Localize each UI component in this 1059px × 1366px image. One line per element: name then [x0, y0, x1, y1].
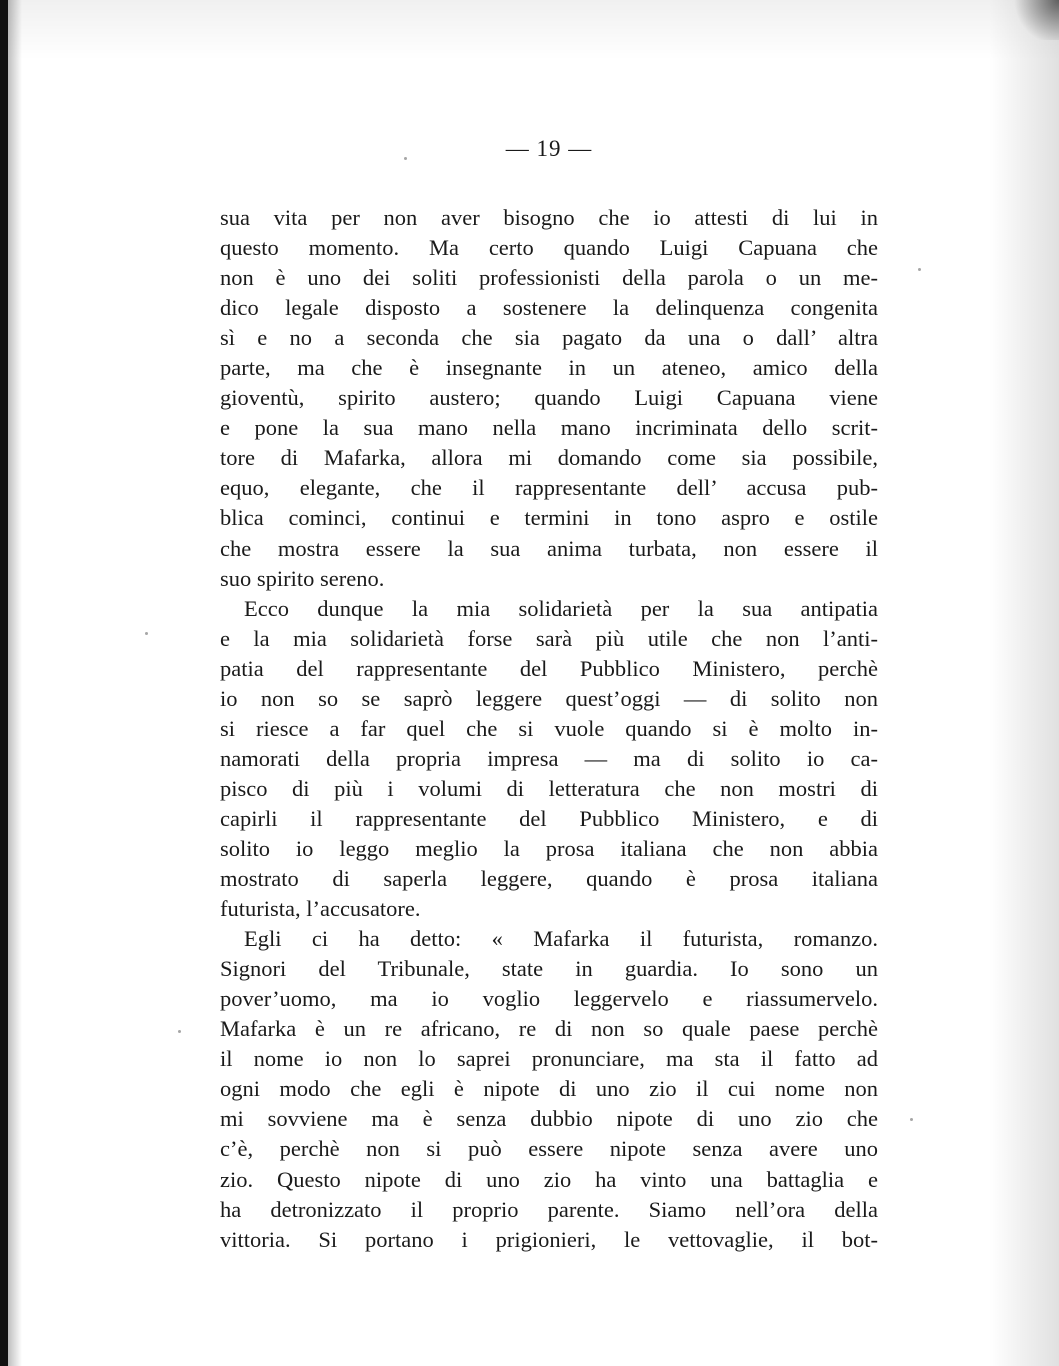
scan-binding-edge: [0, 0, 8, 1366]
text-line: equo, elegante, che il rappresentante dell’ accusa pub-: [220, 475, 878, 501]
text-line: zio. Questo nipote di uno zio ha vinto una battaglia e: [220, 1166, 878, 1192]
text-line: vittoria. Si portano i prigionieri, le vettovaglie, il bot-: [220, 1226, 878, 1252]
text-line: che mostra essere la sua anima turbata, non essere il: [220, 535, 878, 561]
text-line: si riesce a far quel che si vuole quando si è molto in-: [220, 715, 878, 741]
text-line: pisco di più i volumi di letteratura che non mostri di: [220, 775, 878, 801]
text-line: Ecco dunque la mia solidarietà per la sua antipatia: [244, 595, 878, 621]
text-line: questo momento. Ma certo quando Luigi Capuana che: [220, 235, 878, 261]
text-line: Signori del Tribunale, state in guardia. Io sono un: [220, 956, 878, 982]
text-line: e pone la sua mano nella mano incriminata dello scrit-: [220, 415, 878, 441]
scan-corner-shadow: [1009, 0, 1059, 40]
speck: [918, 268, 921, 271]
text-line: tore di Mafarka, allora mi domando come sia possibile,: [220, 445, 878, 471]
text-line: c’è, perchè non si può essere nipote senza avere uno: [220, 1136, 878, 1162]
text-line: solito io leggo meglio la prosa italiana che non abbia: [220, 835, 878, 861]
text-line: namorati della propria impresa — ma di solito io ca-: [220, 745, 878, 771]
text-line: mostrato di saperla leggere, quando è prosa italiana: [220, 866, 878, 892]
page-number: — 19 —: [505, 136, 593, 161]
text-line: parte, ma che è insegnante in un ateneo, amico della: [220, 355, 878, 381]
body-text: [220, 203, 878, 1255]
text-line: Mafarka è un re africano, re di non so quale paese perchè: [220, 1016, 878, 1042]
scan-binding-shadow: [8, 0, 22, 1366]
text-line: sì e no a seconda che sia pagato da una o dall’ altra: [220, 325, 878, 351]
text-line: non è uno dei soliti professionisti della parola o un me-: [220, 265, 878, 291]
text-line: sua vita per non aver bisogno che io attesti di lui in: [220, 205, 878, 230]
scan-shadow-top: [0, 0, 1059, 60]
speck: [145, 632, 148, 635]
text-line: dico legale disposto a sostenere la delinquenza congenita: [220, 295, 878, 321]
text-line: blica cominci, continui e termini in tono aspro e ostile: [220, 505, 878, 531]
text-line: il nome io non lo saprei pronunciare, ma sta il fatto ad: [220, 1046, 878, 1072]
text-line: futurista, l’accusatore.: [220, 896, 421, 922]
text-line: pover’uomo, ma io voglio leggervelo e riassumervelo.: [220, 986, 878, 1012]
text-line: ha detronizzato il proprio parente. Siamo nell’ora della: [220, 1196, 878, 1222]
text-line: io non so se saprò leggere quest’oggi — di solito non: [220, 685, 878, 711]
text-line: ogni modo che egli è nipote di uno zio il cui nome non: [220, 1076, 878, 1102]
text-line: Egli ci ha detto: « Mafarka il futurista, romanzo.: [244, 926, 878, 952]
scan-shadow-right: [989, 0, 1059, 1366]
speck: [910, 1118, 913, 1121]
text-line: gioventù, spirito austero; quando Luigi Capuana viene: [220, 385, 878, 411]
text-line: suo spirito sereno.: [220, 565, 385, 591]
text-line: capirli il rappresentante del Pubblico Ministero, e di: [220, 805, 878, 831]
text-line: e la mia solidarietà forse sarà più utile che non l’anti-: [220, 625, 878, 651]
text-line: mi sovviene ma è senza dubbio nipote di uno zio che: [220, 1106, 878, 1132]
text-line: patia del rappresentante del Pubblico Ministero, perchè: [220, 655, 878, 681]
speck: [178, 1030, 181, 1033]
